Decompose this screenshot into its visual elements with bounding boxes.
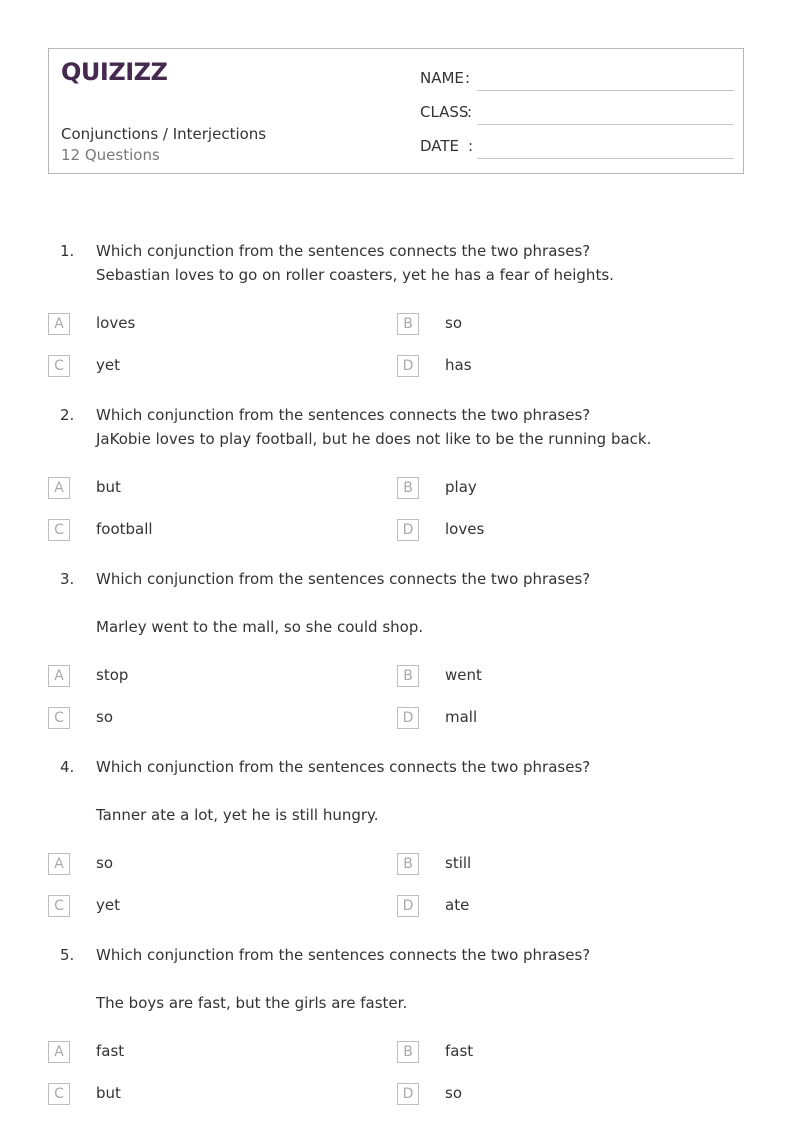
option-text: but — [96, 478, 121, 496]
option-letter-box: C — [48, 355, 70, 377]
option-text: mall — [445, 708, 478, 726]
question-prompt: Which conjunction from the sentences connects the two phrases? — [96, 758, 591, 776]
question-sentence: The boys are fast, but the girls are faster. — [96, 994, 408, 1012]
option-letter-box: B — [397, 665, 419, 687]
worksheet-header — [48, 48, 744, 174]
class-line[interactable] — [477, 124, 734, 125]
option-text: has — [445, 356, 472, 374]
option-letter-box: A — [48, 665, 70, 687]
question-sentence: Tanner ate a lot, yet he is still hungry. — [96, 806, 379, 824]
question-prompt: Which conjunction from the sentences connects the two phrases? — [96, 570, 591, 588]
option-text: football — [96, 520, 153, 538]
option-text: yet — [96, 896, 120, 914]
option-letter-box: A — [48, 477, 70, 499]
question-prompt: Which conjunction from the sentences connects the two phrases? — [96, 406, 591, 424]
name-label: NAME — [420, 69, 464, 87]
date-line[interactable] — [477, 158, 734, 159]
question-number: 1. — [60, 242, 75, 260]
option-letter-box: D — [397, 1083, 419, 1105]
option-letter-box: C — [48, 707, 70, 729]
question-sentence: JaKobie loves to play football, but he does not like to be the running back. — [96, 430, 652, 448]
question-number: 4. — [60, 758, 75, 776]
option-letter-box: B — [397, 477, 419, 499]
option-letter-box: A — [48, 1041, 70, 1063]
option-text: so — [445, 1084, 462, 1102]
question-number: 3. — [60, 570, 75, 588]
option-letter-box: C — [48, 519, 70, 541]
option-text: fast — [445, 1042, 474, 1060]
worksheet-title: Conjunctions / Interjections — [61, 125, 267, 143]
class-field[interactable] — [420, 99, 734, 125]
option-text: fast — [96, 1042, 125, 1060]
option-letter-box: D — [397, 707, 419, 729]
date-field[interactable] — [420, 133, 734, 159]
option-text: ate — [445, 896, 470, 914]
quizizz-logo: QUIZIZZ — [61, 58, 168, 86]
question-sentence: Sebastian loves to go on roller coasters, yet he has a fear of heights. — [96, 266, 614, 284]
name-field[interactable] — [420, 65, 734, 91]
option-text: went — [445, 666, 482, 684]
option-letter-box: D — [397, 895, 419, 917]
option-text: loves — [445, 520, 485, 538]
name-line[interactable] — [477, 90, 734, 91]
option-letter-box: B — [397, 853, 419, 875]
question-number: 5. — [60, 946, 75, 964]
date-label: DATE — [420, 137, 460, 155]
option-text: but — [96, 1084, 121, 1102]
option-letter-box: A — [48, 853, 70, 875]
option-letter-box: C — [48, 895, 70, 917]
option-letter-box: D — [397, 519, 419, 541]
option-letter-box: A — [48, 313, 70, 335]
option-text: so — [96, 854, 113, 872]
option-text: yet — [96, 356, 120, 374]
option-letter-box: B — [397, 1041, 419, 1063]
option-text: play — [445, 478, 477, 496]
name-colon: : — [465, 69, 471, 87]
option-text: so — [96, 708, 113, 726]
option-letter-box: B — [397, 313, 419, 335]
class-colon: : — [467, 103, 473, 121]
option-letter-box: D — [397, 355, 419, 377]
option-text: stop — [96, 666, 129, 684]
question-count: 12 Questions — [61, 146, 160, 164]
option-letter-box: C — [48, 1083, 70, 1105]
question-prompt: Which conjunction from the sentences connects the two phrases? — [96, 946, 591, 964]
class-label: CLASS — [420, 103, 469, 121]
question-number: 2. — [60, 406, 75, 424]
option-text: loves — [96, 314, 136, 332]
option-text: so — [445, 314, 462, 332]
question-prompt: Which conjunction from the sentences connects the two phrases? — [96, 242, 591, 260]
date-colon: : — [468, 137, 474, 155]
question-sentence: Marley went to the mall, so she could shop. — [96, 618, 424, 636]
option-text: still — [445, 854, 472, 872]
